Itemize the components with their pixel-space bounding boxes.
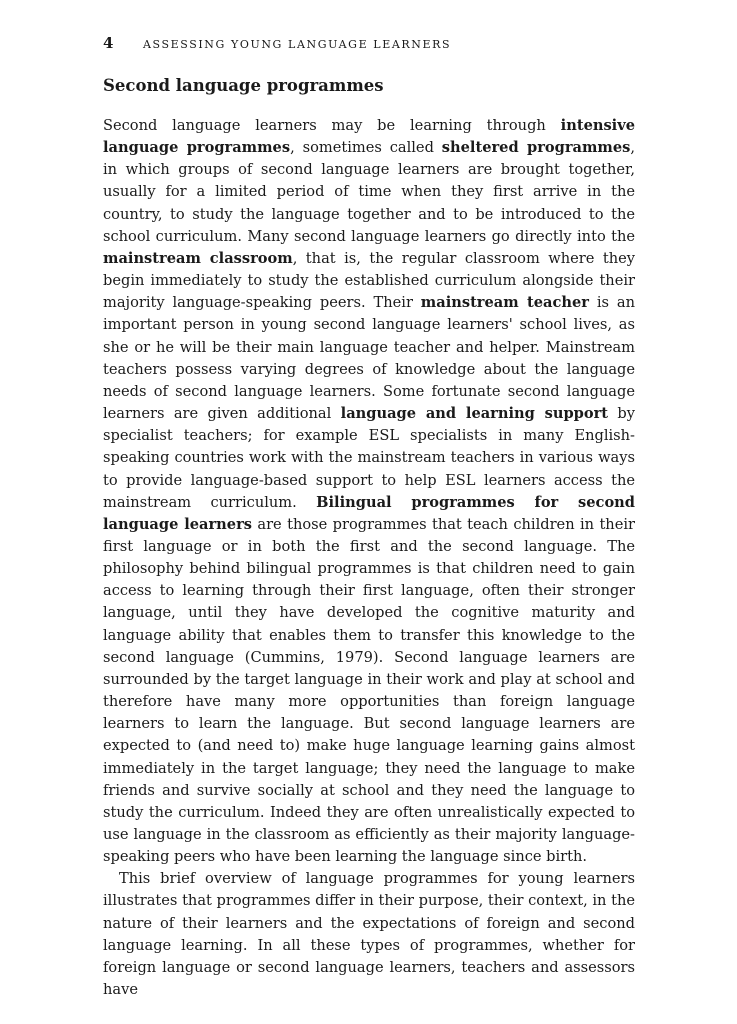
book-page — [103, 34, 635, 1001]
key-term-mainstream-classroom: mainstream classroom — [103, 249, 293, 267]
key-term-language-and-learning-support: language and learning support — [340, 405, 609, 423]
text-run: is an important person in young second language learners' school lives, as she or he will be their main language teacher and helper. Mainstream teachers possess varying degrees of knowledge about the language needs of second language learners. Some fortunate second language learners are given additional — [103, 294, 635, 423]
section-heading: Second language programmes — [103, 76, 384, 95]
body-paragraph-2: This brief overview of language programmes for young learners illustrates that programmes differ in their purpose, their context, in the nature of their learners and the expectations of foreign and second language learning. In all these types of programmes, whether for foreign language or second language learners, teachers and assessors have — [103, 870, 635, 999]
key-term-bilingual-programmes: Bilingual programmes for second language learners — [103, 493, 635, 533]
text-run: , sometimes called — [290, 139, 442, 157]
running-head — [103, 34, 635, 60]
page-number: 4 — [103, 34, 114, 52]
text-run: , in which groups of second language learners are brought together, usually for a limited period of time when they first arrive in the country, to study the language together and to be introduced to the school curriculum. Many second language learners go directly into the — [103, 139, 635, 245]
body-paragraph-1 — [103, 115, 635, 868]
key-term-mainstream-teacher: mainstream teacher — [420, 294, 589, 312]
running-title: ASSESSING YOUNG LANGUAGE LEARNERS — [143, 38, 452, 51]
text-run: Second language learners may be learning through — [103, 117, 561, 134]
text-run: are those programmes that teach children in their first language or in both the first and the second language. The philosophy behind bilingual programmes is that children need to gain access to learning through their first language, often their stronger language, until they have developed the cognitive maturity and language ability that enables them to transfer this knowledge to the second language (Cummins, 1979). Second language learners are surrounded by the target language in their work and play at school and therefore have many more opportunities than foreign language learners to learn the language. But second language learners are expected to (and need to) make huge language learning gains almost immediately in the target language; they need the language to make friends and survive socially at school and they need the language to study the curriculum. Indeed they are often unrealistically expected to use language in the classroom as efficiently as their majority language-speaking peers who have been learning the language since birth. — [103, 515, 635, 866]
text-run: , that is, the regular classroom where they begin immediately to study the established curriculum alongside their majority language-speaking peers. Their — [103, 249, 635, 312]
key-term-intensive-language-programmes: intensive language programmes — [103, 117, 635, 157]
key-term-sheltered-programmes: sheltered programmes — [441, 139, 631, 157]
text-run: by specialist teachers; for example ESL specialists in many English-speaking countries work with the mainstream teachers in various ways to provide language-based support to help ESL learners access the mainstream curriculum. — [103, 405, 635, 511]
